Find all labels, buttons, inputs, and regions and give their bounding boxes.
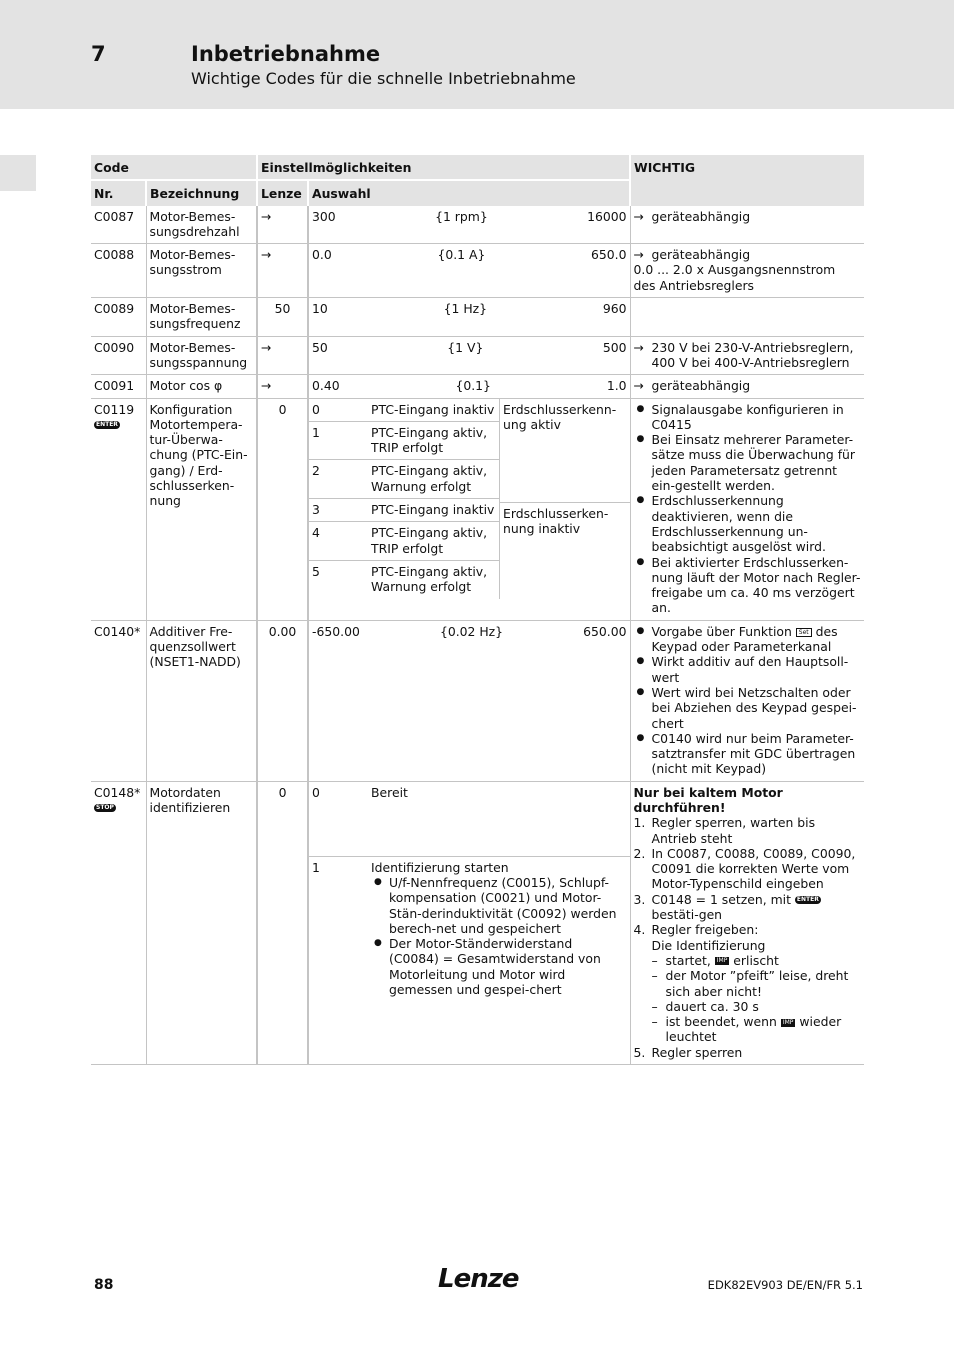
wichtig-cell <box>630 781 864 1064</box>
step-text: bestäti-gen <box>651 907 723 923</box>
range-min: 50 <box>312 339 328 355</box>
dash-text: erlischt <box>733 952 779 968</box>
header-bezeichnung: Bezeichnung <box>146 180 257 205</box>
wichtig-note: 0.0 ... 2.0 x Ausgangsnennstrom des Antriebsreglers <box>633 262 836 293</box>
lenze-arrow-icon: → <box>257 206 308 244</box>
step-number: 5. <box>633 1044 646 1060</box>
option-groups <box>500 399 630 599</box>
range-cell <box>308 244 630 298</box>
dash-item <box>652 999 862 1014</box>
chapter-number: 7 <box>91 42 106 66</box>
step-number: 4. <box>633 922 646 938</box>
option-bullets <box>371 875 624 997</box>
list-item <box>634 815 862 846</box>
chapter-header <box>0 0 954 109</box>
option-nr: 1 <box>312 424 320 440</box>
code-nr: C0119 <box>94 401 135 417</box>
option-row <box>309 399 499 422</box>
option-body <box>368 857 630 1002</box>
side-tab-marker <box>0 155 36 191</box>
option-text: PTC-Eingang inaktiv <box>371 502 495 518</box>
option-text: Identifizierung starten <box>371 859 509 875</box>
option-row <box>309 522 499 561</box>
range-cell <box>308 375 630 398</box>
dash-text: startet, <box>665 952 711 968</box>
range-unit: {0.1} <box>455 378 491 394</box>
list-item: ● Wirkt additiv auf den Hauptsoll-wert <box>634 654 862 685</box>
wichtig-text: geräteabhängig <box>651 208 751 224</box>
arrow-icon: → <box>633 339 644 355</box>
range-min: 0.0 <box>312 247 332 263</box>
option-row <box>309 857 630 1002</box>
range-cell <box>308 620 630 781</box>
lenze-arrow-icon: → <box>257 336 308 375</box>
step-text: Die Identifizierung <box>651 937 766 953</box>
table-row-c0088 <box>91 244 864 298</box>
imp-indicator-icon: IMP <box>782 1018 794 1026</box>
range-cell <box>308 298 630 337</box>
dash-text: wieder leuchtet <box>665 1014 842 1045</box>
range-unit: {1 V} <box>447 339 484 355</box>
enter-key-icon: ENTER <box>96 421 118 429</box>
option-text: PTC-Eingang aktiv, Warnung erfolgt <box>371 563 488 595</box>
code-bezeichnung: Motordaten identifizieren <box>146 781 257 1064</box>
header-auswahl: Auswahl <box>308 180 630 205</box>
code-bezeichnung: Motor-Bemes-sungsstrom <box>146 244 257 298</box>
list-item <box>634 846 862 892</box>
option-text: PTC-Eingang aktiv, Warnung erfolgt <box>371 463 488 494</box>
dash-mark: – <box>651 1014 658 1030</box>
arrow-icon: → <box>633 208 644 224</box>
code-nr: C0088 <box>91 244 146 298</box>
list-item: ● Wert wird bei Netzschalten oder bei Abziehen des Keypad gespei-chert <box>634 685 862 731</box>
option-nr: 5 <box>312 563 320 579</box>
code-bezeichnung: Motor-Bemes-sungsfrequenz <box>146 298 257 337</box>
code-nr: C0140* <box>91 620 146 781</box>
dash-item <box>652 968 862 999</box>
range-min: -650.00 <box>312 623 360 639</box>
lenze-value: 0 <box>257 781 308 1064</box>
code-nr: C0087 <box>91 206 146 244</box>
step-text: Regler sperren, warten bis Antrieb steht <box>651 815 816 846</box>
wichtig-heading: Nur bei kaltem Motor durchführen! <box>633 784 783 815</box>
table-row-c0089 <box>91 298 864 337</box>
table-header-row <box>91 155 864 180</box>
range-max: 1.0 <box>606 378 627 394</box>
header-einstell: Einstellmöglichkeiten <box>257 155 630 180</box>
dash-mark: – <box>651 998 658 1014</box>
option-row <box>309 422 499 461</box>
range-unit: {0.1 A} <box>437 247 486 263</box>
dash-item <box>652 953 862 968</box>
list-item <box>634 922 862 1044</box>
option-nr: 3 <box>312 502 320 518</box>
dash-text: dauert ca. 30 s <box>665 998 759 1014</box>
step-number: 1. <box>633 815 646 831</box>
wichtig-list <box>634 624 862 777</box>
option-nr: 0 <box>312 784 320 800</box>
enter-key-icon: ENTER <box>796 896 819 904</box>
step-text: C0148 = 1 setzen, mit <box>651 891 791 907</box>
list-item: ● Der Motor-Ständerwiderstand (C0084) = Gesamtwiderstand von Motorleitung und Motor wird gemessen und gespei-chert <box>371 936 624 997</box>
code-bezeichnung: Motor cos φ <box>146 375 257 398</box>
table-row-c0140 <box>91 620 864 781</box>
option-row <box>309 460 499 499</box>
list-item <box>634 624 862 655</box>
wichtig-cell <box>630 336 864 375</box>
option-text: PTC-Eingang aktiv, TRIP erfolgt <box>371 525 488 556</box>
range-max: 960 <box>602 301 627 317</box>
wichtig-text: geräteabhängig <box>651 378 751 394</box>
option-text: PTC-Eingang inaktiv <box>371 401 495 417</box>
option-row <box>309 499 499 522</box>
list-item: ● C0140 wird nur beim Parameter-satztransfer mit GDC übertragen (nicht mit Keypad) <box>634 731 862 777</box>
dash-mark: – <box>651 968 658 984</box>
range-max: 500 <box>602 339 627 355</box>
option-nr: 2 <box>312 463 320 479</box>
dash-mark: – <box>651 952 658 968</box>
option-nr: 0 <box>312 401 320 417</box>
options-list <box>309 399 500 599</box>
chapter-subtitle: Wichtige Codes für die schnelle Inbetriebnahme <box>191 69 576 88</box>
table-row-c0119 <box>91 398 864 620</box>
list-item: ● Erdschlusserkennung deaktivieren, wenn die Erdschlusserkennung un-beabsichtigt ausgelöst wird. <box>634 493 862 554</box>
header-nr: Nr. <box>91 180 146 205</box>
wichtig-cell <box>630 398 864 620</box>
code-bezeichnung: Motor-Bemes-sungsdrehzahl <box>146 206 257 244</box>
wichtig-list <box>634 402 862 616</box>
arrow-icon: → <box>633 378 644 394</box>
steps-list <box>634 815 862 1060</box>
wichtig-cell <box>630 620 864 781</box>
option-group-b: Erdschlusserken-nung inaktiv <box>503 505 609 536</box>
document-id: EDK82EV903 DE/EN/FR 5.1 <box>707 1278 863 1292</box>
wichtig-text: 230 V bei 230-V-Antriebsreglern, 400 V bei 400-V-Antriebsreglern <box>651 339 854 370</box>
range-max: 650.0 <box>591 247 627 263</box>
lenze-value: 50 <box>257 298 308 337</box>
code-bezeichnung: Konfiguration Motortempera-tur-Überwa-chung (PTC-Ein-gang) / Erd-schlusserken-nung <box>146 398 257 620</box>
table-row-c0091 <box>91 375 864 398</box>
range-min: 0.40 <box>312 378 340 394</box>
code-nr-cell <box>91 781 146 1064</box>
set-key-icon: Set <box>796 628 812 637</box>
list-item <box>634 1045 862 1060</box>
range-min: 10 <box>312 301 328 317</box>
range-cell <box>308 206 630 244</box>
list-text: Vorgabe über Funktion <box>651 623 792 639</box>
arrow-icon: → <box>633 247 644 263</box>
code-nr-cell <box>91 398 146 620</box>
list-item: ● U/f-Nennfrequenz (C0015), Schlupf-kompensation (C0021) und Motor-Stän-derinduktivität (C0092) werden berech-net und gespeichert <box>371 875 624 936</box>
step-text: In C0087, C0088, C0089, C0090, C0091 die korrekten Werte vom Motor-Typenschild eingeben <box>651 845 856 892</box>
wichtig-cell <box>630 298 864 337</box>
list-item: ● Bei aktivierter Erdschlusserken-nung läuft der Motor nach Regler-freigabe um ca. 40 ms verzögert an. <box>634 555 862 616</box>
dash-text: der Motor ”pfeift” leise, dreht sich aber nicht! <box>665 968 849 999</box>
code-bezeichnung: Motor-Bemes-sungsspannung <box>146 336 257 375</box>
option-row <box>309 782 630 857</box>
table-row-c0090 <box>91 336 864 375</box>
options-cell <box>308 781 630 1064</box>
range-unit: {1 Hz} <box>443 301 488 317</box>
range-unit: {1 rpm} <box>435 208 488 224</box>
chapter-title: Inbetriebnahme <box>191 42 381 66</box>
option-row <box>309 561 499 599</box>
range-max: 16000 <box>587 208 627 224</box>
step-text: Regler sperren <box>651 1044 743 1060</box>
wichtig-cell <box>630 375 864 398</box>
option-text: PTC-Eingang aktiv, TRIP erfolgt <box>371 424 488 456</box>
list-item <box>634 892 862 923</box>
header-wichtig: WICHTIG <box>630 155 864 206</box>
wichtig-cell <box>630 244 864 298</box>
codes-table <box>91 155 864 1065</box>
lenze-value: 0.00 <box>257 620 308 781</box>
code-nr: C0091 <box>91 375 146 398</box>
code-nr: C0090 <box>91 336 146 375</box>
imp-indicator-icon: IMP <box>716 957 728 965</box>
wichtig-text: geräteabhängig <box>651 247 751 263</box>
dash-item <box>652 1014 862 1045</box>
lenze-value: 0 <box>257 398 308 620</box>
option-nr: 1 <box>312 859 320 875</box>
code-nr: C0148* <box>94 784 141 800</box>
option-text: Bereit <box>371 784 408 800</box>
header-lenze: Lenze <box>257 180 308 205</box>
table-row-c0148 <box>91 781 864 1064</box>
table-row-c0087 <box>91 206 864 244</box>
wichtig-cell <box>630 206 864 244</box>
lenze-logo: Lenze <box>438 1264 519 1294</box>
step-number: 3. <box>633 891 646 907</box>
step-number: 2. <box>633 845 646 861</box>
dash-text: ist beendet, wenn <box>665 1014 777 1030</box>
lenze-arrow-icon: → <box>257 244 308 298</box>
range-cell <box>308 336 630 375</box>
option-nr: 4 <box>312 525 320 541</box>
list-item: ● Signalausgabe konfigurieren in C0415 <box>634 402 862 433</box>
range-max: 650.00 <box>583 623 627 639</box>
step-text: Regler freigeben: <box>651 922 759 938</box>
header-code: Code <box>91 155 257 180</box>
code-nr: C0089 <box>91 298 146 337</box>
stop-key-icon: STOP <box>96 804 114 812</box>
page-number: 88 <box>94 1277 114 1293</box>
list-item: ● Bei Einsatz mehrerer Parameter-sätze muss die Überwachung für jeden Parametersatz getrennt ein-gestellt werden. <box>634 432 862 493</box>
lenze-arrow-icon: → <box>257 375 308 398</box>
option-group-a: Erdschlusserkenn-ung aktiv <box>500 399 630 503</box>
options-cell <box>308 398 630 620</box>
range-unit: {0.02 Hz} <box>439 623 504 639</box>
range-min: 300 <box>312 208 336 224</box>
code-bezeichnung: Additiver Fre-quenzsollwert (NSET1-NADD) <box>146 620 257 781</box>
list-text: des Keypad oder Parameterkanal <box>651 623 838 655</box>
